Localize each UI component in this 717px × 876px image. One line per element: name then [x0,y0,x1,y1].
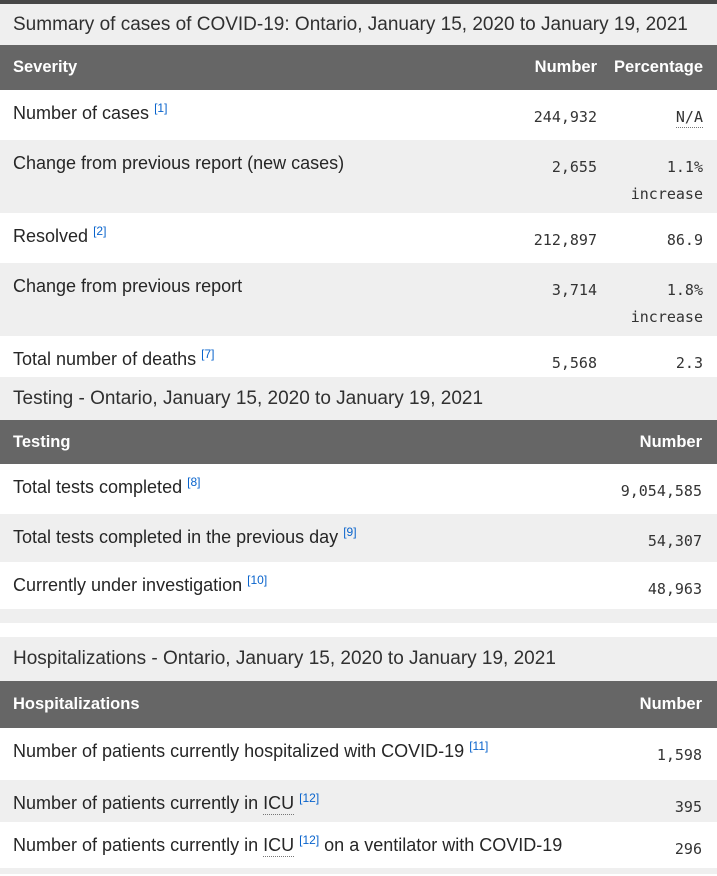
row-label [0,213,477,263]
row-label [0,562,577,609]
percentage-text: 1.1% [666,158,703,176]
row-label-suffix: on a ventilator with COVID-19 [324,835,563,855]
footnote-link[interactable]: [2] [93,224,107,238]
footnote-marker [247,573,267,587]
number-value: 9,054,585 [620,482,702,500]
footnote-link[interactable]: [7] [201,347,215,361]
footnote-marker [154,101,167,115]
row-label [0,728,577,780]
testing-table-caption: Testing - Ontario, January 15, 2020 to January 19, 2021 [0,377,717,420]
table-row [0,464,717,514]
table-row [0,562,717,609]
row-label-text: Number of patients currently hospitalized with COVID-19 [13,741,465,761]
percentage-change-direction: increase [630,185,703,203]
table-row [0,780,717,822]
footnote-link[interactable]: [11] [469,739,489,753]
row-label-text: Total tests completed [13,477,183,497]
column-header-hospitalizations: Hospitalizations [0,681,577,728]
percentage-text: 1.8% [666,281,703,299]
table-row [0,140,717,213]
row-label [0,514,577,562]
number-value: 3,714 [477,263,597,336]
percentage-value [597,263,717,336]
column-header-severity: Severity [0,45,477,90]
footnote-marker [299,833,319,847]
summary-cases-table [0,45,717,377]
table-footer-strip [0,609,717,623]
number-value: 244,932 [533,108,597,126]
footnote-marker [469,739,488,753]
row-label-text: Total tests completed in the previous day [13,527,339,547]
section-gap [0,623,717,637]
hospitalizations-table [0,681,717,866]
row-label [0,780,577,822]
table-row [0,90,717,140]
summary-table-caption: Summary of cases of COVID-19: Ontario, January 15, 2020 to January 19, 2021 [0,4,717,45]
row-label: Change from previous report (new cases) [0,140,477,213]
icu-abbreviation: ICU [263,835,295,855]
hospitalizations-header-row [0,681,717,728]
percentage-change-direction: increase [630,308,703,326]
row-label [0,464,577,514]
column-header-number: Number [477,45,597,90]
table-row [0,263,717,336]
footnote-link[interactable]: [8] [187,475,201,489]
column-header-percentage: Percentage [597,45,717,90]
footnote-marker [187,475,200,489]
number-value: 2,655 [477,140,597,213]
next-row-partial-strip [0,868,717,874]
summary-header-row [0,45,717,90]
hospitalizations-table-caption: Hospitalizations - Ontario, January 15, 2020 to January 19, 2021 [0,637,717,681]
number-value: 395 [577,780,717,822]
table-row [0,336,717,377]
row-label [0,90,477,140]
footnote-link[interactable]: [9] [343,525,357,539]
testing-section [0,377,717,623]
row-label-text: Currently under investigation [13,575,243,595]
summary-cases-section [0,4,717,377]
row-label-text: Resolved [13,226,89,246]
percentage-value: 2.3 [675,354,703,372]
table-row [0,514,717,562]
footnote-link[interactable]: [1] [154,101,168,115]
row-label [0,336,477,377]
footnote-marker [343,525,356,539]
testing-table [0,420,717,609]
table-row [0,213,717,263]
row-label-text: Number of patients currently in [13,793,259,813]
row-label: Change from previous report [0,263,477,336]
number-value: 48,963 [647,580,702,598]
number-value: 1,598 [656,746,702,764]
footnote-link[interactable]: [12] [299,791,320,805]
number-value: 5,568 [551,354,597,372]
icu-abbreviation: ICU [263,793,295,813]
number-value: 296 [674,840,702,858]
percentage-value [597,140,717,213]
column-header-number: Number [577,681,717,728]
row-label-text: Total number of deaths [13,349,197,369]
number-value: 212,897 [533,231,597,249]
hospitalizations-section [0,637,717,874]
number-value: 54,307 [577,514,717,562]
row-label-text: Number of patients currently in [13,835,259,855]
column-header-number: Number [577,420,717,464]
column-header-testing: Testing [0,420,577,464]
footnote-marker [93,224,106,238]
footnote-link[interactable]: [10] [247,573,268,587]
footnote-marker [201,347,214,361]
footnote-marker [299,791,319,805]
row-label [0,822,577,866]
percentage-value [597,90,717,140]
footnote-link[interactable]: [12] [299,833,320,847]
percentage-value: 86.9 [666,231,703,249]
table-row [0,822,717,866]
table-row [0,728,717,780]
na-abbreviation: N/A [675,108,703,126]
testing-header-row [0,420,717,464]
row-label-text: Number of cases [13,103,150,123]
